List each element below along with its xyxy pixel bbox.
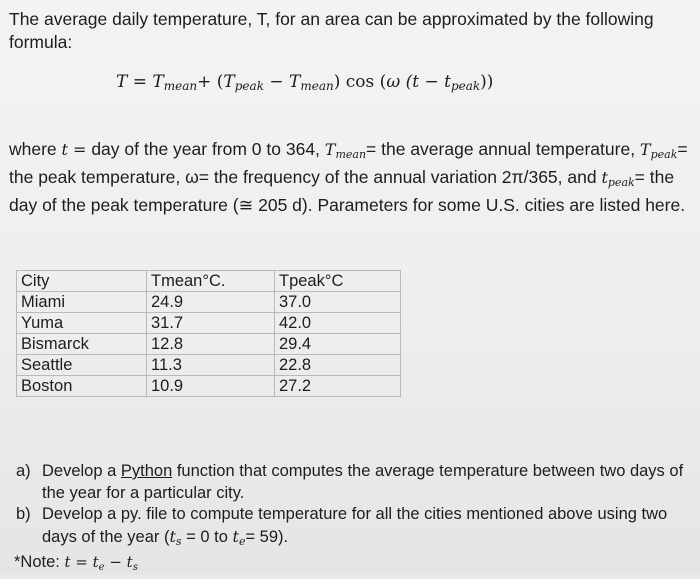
desc-tmean-sub: mean: [335, 148, 367, 161]
ts-sub: s: [175, 534, 182, 548]
formula-cos: ) cos (: [333, 72, 387, 92]
table-header-row: [17, 271, 401, 292]
note-ts-sub: s: [132, 562, 138, 573]
desc-tpeak-sub: peak: [650, 148, 678, 161]
table-row: [17, 376, 401, 397]
header-tpeak: Tpeak°C: [275, 271, 401, 292]
cell-tmean: 11.3: [147, 355, 275, 376]
ts-base: t: [169, 526, 176, 546]
question-b-label: b): [16, 505, 31, 523]
formula-tmean-sub: mean: [163, 79, 198, 93]
desc-tp-sub: peak: [607, 176, 635, 189]
question-a-pre: Develop a: [42, 462, 121, 480]
header-tmean: Tmean°C.: [147, 271, 275, 292]
questions-list: [16, 461, 686, 579]
formula-eq: =: [127, 72, 153, 92]
question-a: [16, 461, 686, 504]
question-a-label: a): [16, 462, 31, 480]
cell-tmean: 12.8: [147, 334, 275, 355]
ts-var: [169, 527, 181, 546]
table-row: [17, 313, 401, 334]
cell-city: Yuma: [17, 313, 147, 334]
desc-tp-var: [601, 168, 634, 187]
temperature-formula: [116, 72, 493, 93]
note-formula: [64, 553, 137, 571]
cell-tmean: 24.9: [147, 292, 275, 313]
formula-tmean2-sub: mean: [300, 79, 334, 93]
formula-tpeak-lower-sub: peak: [450, 79, 481, 93]
cell-tpeak: 27.2: [275, 376, 401, 397]
header-city: City: [17, 271, 147, 292]
question-a-text: [42, 461, 686, 504]
formula-close: )): [480, 72, 494, 92]
cell-tmean: 10.9: [147, 376, 275, 397]
desc-part: = the peak temperature, ω= the frequency of the annual variation 2π/365, and: [9, 139, 688, 187]
table-row: [17, 355, 401, 376]
intro-text: The average daily temperature, T, for an area can be approximated by the following formula:: [9, 9, 654, 52]
cell-city: Bismarck: [17, 334, 147, 355]
note-label: *Note:: [14, 553, 65, 571]
te-sub: e: [238, 534, 246, 548]
cell-tpeak: 37.0: [275, 292, 401, 313]
question-a-post: function that computes the average temperature between two days of the year for a particular city.: [42, 462, 684, 502]
question-b-post: = 59).: [245, 527, 289, 546]
cell-city: Seattle: [17, 355, 147, 376]
question-b-text: [42, 504, 686, 552]
formula-plus: + (: [197, 72, 224, 92]
cell-tmean: 31.7: [147, 313, 275, 334]
desc-part: day of the year from 0 to 364,: [86, 139, 325, 159]
desc-tmean-var: [325, 140, 366, 159]
note-te-sub: e: [98, 562, 105, 573]
formula-tpeak-lower: t: [444, 72, 451, 92]
question-b-pre: Develop a py. file to compute temperature for all the cities mentioned above using two days of the year (: [42, 505, 668, 546]
te-var: [233, 527, 246, 546]
question-b-mid: = 0 to: [181, 527, 233, 546]
formula-tpeak-sub: peak: [234, 79, 264, 93]
question-b: [16, 504, 686, 552]
formula-omega: ω: [386, 72, 401, 92]
note-t: t = t: [64, 553, 99, 571]
note-minus: − t: [104, 553, 133, 571]
formula-minus: −: [263, 72, 290, 92]
cell-tpeak: 42.0: [275, 313, 401, 334]
city-parameters-table: [16, 270, 401, 397]
desc-tmean-base: T: [324, 140, 336, 159]
desc-t-var: t =: [61, 140, 87, 159]
desc-part: = the day of the peak temperature (≅ 205 d). Parameters for some U.S. cities are listed here.: [9, 167, 686, 215]
desc-tp-base: t: [601, 168, 608, 187]
cell-tpeak: 29.4: [275, 334, 401, 355]
cell-city: Miami: [17, 292, 147, 313]
description-text: [9, 138, 689, 217]
formula-tmean2: T: [289, 72, 301, 92]
formula-paren-t: (t −: [400, 72, 445, 92]
desc-tpeak-base: T: [639, 140, 651, 159]
te-base: t: [232, 526, 239, 546]
desc-part: where: [9, 139, 62, 159]
formula-tmean: T: [152, 72, 164, 92]
table-row: [17, 334, 401, 355]
cell-city: Boston: [17, 376, 147, 397]
desc-tpeak-var: [640, 140, 677, 159]
cell-tpeak: 22.8: [275, 355, 401, 376]
python-link[interactable]: Python: [120, 462, 173, 480]
formula-tpeak: T: [223, 72, 235, 92]
table-row: [17, 292, 401, 313]
formula-lhs: T: [116, 72, 128, 92]
desc-part: = the average annual temperature,: [366, 139, 640, 159]
